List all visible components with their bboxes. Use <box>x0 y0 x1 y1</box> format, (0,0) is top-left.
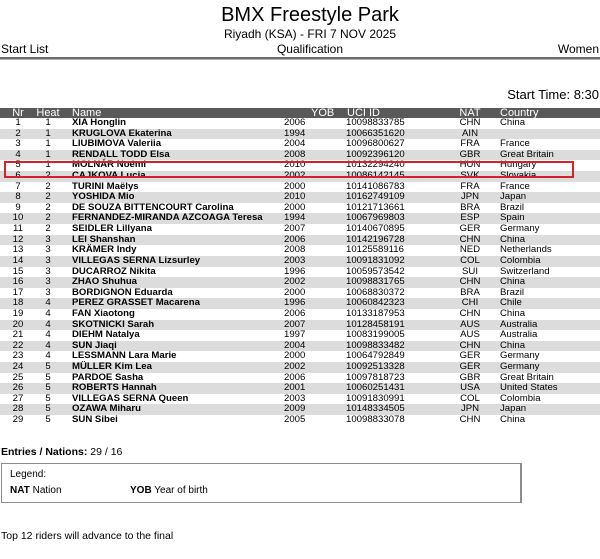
cell-heat: 2 <box>45 170 51 182</box>
list-type: Start List <box>1 42 49 56</box>
legend-box <box>1 463 522 503</box>
cell-uci-id: 10148334505 <box>346 403 405 415</box>
legend-item-nat <box>10 485 62 497</box>
cell-yob: 2004 <box>284 339 306 351</box>
table-row <box>0 415 600 426</box>
cell-nat: CHN <box>459 307 481 319</box>
cell-heat: 5 <box>45 392 51 404</box>
event-title: BMX Freestyle Park <box>221 4 399 26</box>
cell-country: China <box>500 117 526 128</box>
cell-uci-id: 10091830991 <box>346 392 405 404</box>
cell-nat: GER <box>459 223 481 235</box>
cell-uci-id: 10086142145 <box>346 170 405 182</box>
cell-country: United States <box>500 382 558 394</box>
cell-heat: 3 <box>45 265 51 277</box>
cell-name: ROBERTS Hannah <box>72 382 157 394</box>
cell-yob: 2006 <box>284 117 306 128</box>
cell-nr: 19 <box>12 307 24 319</box>
cell-nr: 7 <box>15 180 21 192</box>
cell-yob: 2007 <box>284 223 306 235</box>
cell-yob: 2000 <box>284 201 306 213</box>
table-row <box>0 309 600 320</box>
category: Women <box>557 42 599 56</box>
cell-nat: COL <box>460 254 480 266</box>
cell-heat: 3 <box>45 233 51 245</box>
cell-nr: 20 <box>12 318 24 330</box>
cell-country: France <box>500 180 530 192</box>
legend-desc: Nation <box>32 485 62 496</box>
cell-yob: 2002 <box>284 276 306 288</box>
cell-name: ZHAO Shuhua <box>72 276 138 288</box>
cell-heat: 5 <box>45 382 51 394</box>
cell-country: Great Britain <box>500 371 554 383</box>
cell-name: XIA Honglin <box>72 117 127 128</box>
cell-yob: 2001 <box>284 382 306 394</box>
cell-heat: 5 <box>45 403 51 415</box>
cell-uci-id: 10121713661 <box>346 201 405 213</box>
cell-uci-id: 10097818723 <box>346 371 405 383</box>
cell-uci-id: 10098833078 <box>346 414 405 426</box>
cell-country: France <box>500 138 530 150</box>
cell-nat: JPN <box>460 403 480 415</box>
cell-country: Slovakia <box>500 170 537 182</box>
cell-nat: FRA <box>460 138 480 150</box>
cell-yob: 2003 <box>284 254 306 266</box>
cell-nr: 4 <box>15 148 21 160</box>
cell-nat: AIN <box>462 127 478 139</box>
cell-name: LEI Shanshan <box>72 233 136 245</box>
cell-country: China <box>500 307 526 319</box>
cell-nat: HUN <box>459 159 481 171</box>
cell-nr: 11 <box>13 223 23 235</box>
cell-name: KRUGLOVA Ekaterina <box>72 127 172 139</box>
cell-yob: 2004 <box>284 138 306 150</box>
cell-yob: 2006 <box>284 307 306 319</box>
cell-heat: 4 <box>45 350 51 362</box>
cell-yob: 2003 <box>284 392 306 404</box>
cell-heat: 2 <box>45 201 51 213</box>
cell-heat: 1 <box>45 159 51 171</box>
col-header-nat: NAT <box>459 107 481 119</box>
cell-name: SKOTNICKI Sarah <box>72 318 155 330</box>
cell-yob: 1996 <box>284 297 306 309</box>
cell-nr: 22 <box>12 339 24 351</box>
cell-heat: 1 <box>45 148 51 160</box>
cell-nat: BRA <box>460 286 480 298</box>
cell-nr: 15 <box>12 265 24 277</box>
cell-nat: SUI <box>462 265 478 277</box>
cell-heat: 2 <box>45 223 51 235</box>
col-header-heat: Heat <box>36 107 60 119</box>
cell-nr: 9 <box>15 201 21 213</box>
cell-yob: 2000 <box>284 350 306 362</box>
cell-nat: GER <box>459 350 481 362</box>
col-header-name: Name <box>72 107 102 119</box>
cell-nr: 6 <box>15 170 21 182</box>
cell-name: SUN Sibei <box>72 414 118 426</box>
cell-uci-id: 10091831092 <box>346 254 405 266</box>
cell-yob: 1994 <box>284 127 306 139</box>
cell-uci-id: 10092513328 <box>346 361 405 373</box>
cell-uci-id: 10098831765 <box>346 276 405 288</box>
cell-uci-id: 10125589116 <box>346 244 404 256</box>
cell-uci-id: 10066351620 <box>346 127 405 139</box>
cell-nr: 28 <box>12 403 24 415</box>
cell-yob: 1994 <box>284 212 306 224</box>
cell-yob: 2007 <box>284 318 306 330</box>
cell-nat: CHN <box>459 276 481 288</box>
cell-country: China <box>500 233 526 245</box>
cell-uci-id: 10098833482 <box>346 339 405 351</box>
cell-country: China <box>500 339 526 351</box>
col-header-yob: YOB <box>311 107 335 119</box>
cell-uci-id: 10098833785 <box>346 117 405 128</box>
cell-uci-id: 10059573542 <box>346 265 405 277</box>
cell-uci-id: 10092396120 <box>346 148 405 160</box>
col-header-nr: Nr <box>12 107 24 119</box>
cell-nat: CHN <box>459 117 481 128</box>
cell-name: MÜLLER Kim Lea <box>72 361 152 373</box>
cell-nat: JPN <box>460 191 480 203</box>
cell-country: Brazil <box>500 201 524 213</box>
cell-heat: 4 <box>45 329 51 341</box>
legend-abbr: YOB <box>130 485 152 496</box>
cell-name: OZAWA Miharu <box>72 403 141 415</box>
table-row <box>0 256 600 267</box>
cell-heat: 5 <box>45 414 51 426</box>
cell-country: Japan <box>500 191 527 203</box>
event-subtitle: Riyadh (KSA) - FRI 7 NOV 2025 <box>223 27 397 41</box>
cell-country: China <box>500 276 526 288</box>
cell-yob: 2009 <box>284 403 306 415</box>
cell-country: Australia <box>500 318 538 330</box>
round-name: Qualification <box>276 42 344 56</box>
cell-uci-id: 10132294240 <box>346 159 405 171</box>
col-header-uci-id: UCI ID <box>347 107 380 119</box>
legend-item-yob <box>130 485 208 497</box>
cell-country: Colombia <box>500 254 541 266</box>
cell-uci-id: 10096800627 <box>346 138 405 150</box>
cell-uci-id: 10067969803 <box>346 212 405 224</box>
cell-country: Germany <box>500 361 540 373</box>
legend-abbr: NAT <box>10 485 30 496</box>
cell-uci-id: 10140670895 <box>346 223 405 235</box>
legend-desc: Year of birth <box>154 485 208 496</box>
cell-nat: GBR <box>459 371 481 383</box>
cell-yob: 1996 <box>284 265 306 277</box>
cell-name: CAJKOVA Lucia <box>72 170 146 182</box>
cell-nr: 12 <box>12 233 24 245</box>
cell-nat: SVK <box>460 170 480 182</box>
cell-uci-id: 10133187953 <box>346 307 405 319</box>
entries-value: 29 / 16 <box>90 446 123 458</box>
cell-nr: 8 <box>15 191 21 203</box>
cell-heat: 5 <box>45 361 51 373</box>
cell-country: Great Britain <box>500 148 554 160</box>
cell-heat: 4 <box>45 297 51 309</box>
cell-name: MOLNÁR Noémi <box>72 159 147 171</box>
cell-nr: 29 <box>12 414 24 426</box>
cell-yob: 2008 <box>284 148 306 160</box>
cell-heat: 2 <box>45 180 51 192</box>
cell-nr: 23 <box>12 350 24 362</box>
cell-name: PEREZ GRASSET Macarena <box>72 297 200 309</box>
table-body <box>0 118 600 426</box>
cell-uci-id: 10162749109 <box>346 191 405 203</box>
cell-yob: 2005 <box>284 414 306 426</box>
cell-nr: 1 <box>15 117 21 128</box>
cell-name: FERNANDEZ-MIRANDA AZCOAGA Teresa <box>72 212 263 224</box>
cell-nr: 18 <box>12 297 24 309</box>
cell-name: DIEHM Natalya <box>72 329 140 341</box>
cell-heat: 2 <box>45 212 51 224</box>
cell-nr: 16 <box>12 276 24 288</box>
advancement-note: Top 12 riders will advance to the final <box>1 530 174 542</box>
cell-uci-id: 10083199005 <box>346 329 405 341</box>
cell-yob: 2000 <box>284 286 306 298</box>
cell-heat: 1 <box>45 138 51 150</box>
cell-heat: 4 <box>45 339 51 351</box>
cell-name: RENDALL TODD Elsa <box>72 148 170 160</box>
cell-nr: 21 <box>12 329 24 341</box>
cell-nat: GBR <box>459 148 481 160</box>
cell-uci-id: 10141086783 <box>346 180 405 192</box>
cell-nat: FRA <box>460 180 480 192</box>
cell-heat: 5 <box>45 371 51 383</box>
cell-nr: 10 <box>12 212 24 224</box>
col-header-country: Country <box>500 107 539 119</box>
cell-uci-id: 10060842323 <box>346 297 405 309</box>
cell-name: PARDOE Sasha <box>72 371 144 383</box>
cell-country: Colombia <box>500 392 541 404</box>
cell-yob: 2006 <box>284 371 306 383</box>
cell-uci-id: 10068830372 <box>346 286 405 298</box>
cell-heat: 1 <box>45 117 51 128</box>
cell-name: LESSMANN Lara Marie <box>72 350 177 362</box>
cell-heat: 3 <box>45 254 51 266</box>
cell-nr: 26 <box>12 382 24 394</box>
entries-label: Entries / Nations: <box>1 446 88 458</box>
cell-country: Hungary <box>500 159 537 171</box>
cell-country: Netherlands <box>500 244 552 256</box>
cell-country: Chile <box>500 297 522 309</box>
cell-nr: 2 <box>15 127 21 139</box>
cell-nr: 25 <box>12 371 24 383</box>
cell-name: FAN Xiaotong <box>72 307 135 319</box>
cell-yob: 2002 <box>284 170 306 182</box>
cell-nr: 13 <box>12 244 24 256</box>
cell-yob: 2000 <box>284 180 306 192</box>
cell-yob: 1997 <box>284 329 306 341</box>
cell-nr: 14 <box>12 254 24 266</box>
cell-nat: CHI <box>461 297 479 309</box>
cell-name: BORDIGNON Eduarda <box>72 286 173 298</box>
cell-name: LIUBIMOVA Valeriia <box>72 138 162 150</box>
cell-heat: 1 <box>45 127 51 139</box>
cell-country: Brazil <box>500 286 524 298</box>
cell-name: KRÄMER Indy <box>72 244 137 256</box>
cell-nat: COL <box>460 392 480 404</box>
cell-nat: CHN <box>459 233 481 245</box>
cell-name: VILLEGAS SERNA Lizsurley <box>72 254 201 266</box>
cell-country: Germany <box>500 223 540 235</box>
cell-nr: 3 <box>15 138 21 150</box>
cell-yob: 2008 <box>284 244 306 256</box>
cell-name: TURINI Maëlys <box>72 180 139 192</box>
cell-country: Switzerland <box>500 265 550 277</box>
cell-name: DUCARROZ Nikita <box>72 265 156 277</box>
cell-nat: GER <box>459 361 481 373</box>
cell-nr: 27 <box>12 392 24 404</box>
header-divider <box>0 57 600 60</box>
cell-name: YOSHIDA Mio <box>72 191 135 203</box>
cell-heat: 4 <box>45 318 51 330</box>
cell-uci-id: 10142196728 <box>346 233 405 245</box>
cell-name: SUN Jiaqi <box>72 339 117 351</box>
cell-nat: CHN <box>459 414 481 426</box>
start-time: Start Time: 8:30 <box>507 87 599 102</box>
start-list-table <box>0 108 600 426</box>
cell-country: Australia <box>500 329 538 341</box>
cell-yob: 2006 <box>284 233 306 245</box>
cell-country: China <box>500 414 526 426</box>
cell-nr: 17 <box>12 286 24 298</box>
cell-uci-id: 10128458191 <box>346 318 405 330</box>
cell-heat: 3 <box>45 286 51 298</box>
cell-nat: ESP <box>460 212 480 224</box>
entries-summary <box>1 446 122 458</box>
cell-name: VILLEGAS SERNA Queen <box>72 392 189 404</box>
cell-name: SEIDLER Lillyana <box>72 223 152 235</box>
cell-name: DE SOUZA BITTENCOURT Carolina <box>72 201 234 213</box>
cell-nat: BRA <box>460 201 480 213</box>
cell-nat: NED <box>459 244 481 256</box>
cell-country: Spain <box>500 212 525 224</box>
cell-country: Japan <box>500 403 527 415</box>
cell-yob: 2010 <box>284 159 306 171</box>
cell-country: Germany <box>500 350 540 362</box>
cell-yob: 2002 <box>284 361 306 373</box>
cell-heat: 3 <box>45 276 51 288</box>
legend-title: Legend: <box>10 469 47 480</box>
cell-uci-id: 10060251431 <box>346 382 405 394</box>
cell-nat: CHN <box>459 339 481 351</box>
cell-uci-id: 10064792849 <box>346 350 405 362</box>
cell-nr: 5 <box>15 159 21 171</box>
cell-heat: 2 <box>45 191 51 203</box>
cell-heat: 3 <box>45 244 51 256</box>
cell-nat: AUS <box>460 329 480 341</box>
cell-heat: 4 <box>45 307 51 319</box>
cell-nat: USA <box>460 382 480 394</box>
cell-yob: 2010 <box>284 191 306 203</box>
cell-nat: AUS <box>460 318 480 330</box>
cell-nr: 24 <box>12 361 24 373</box>
